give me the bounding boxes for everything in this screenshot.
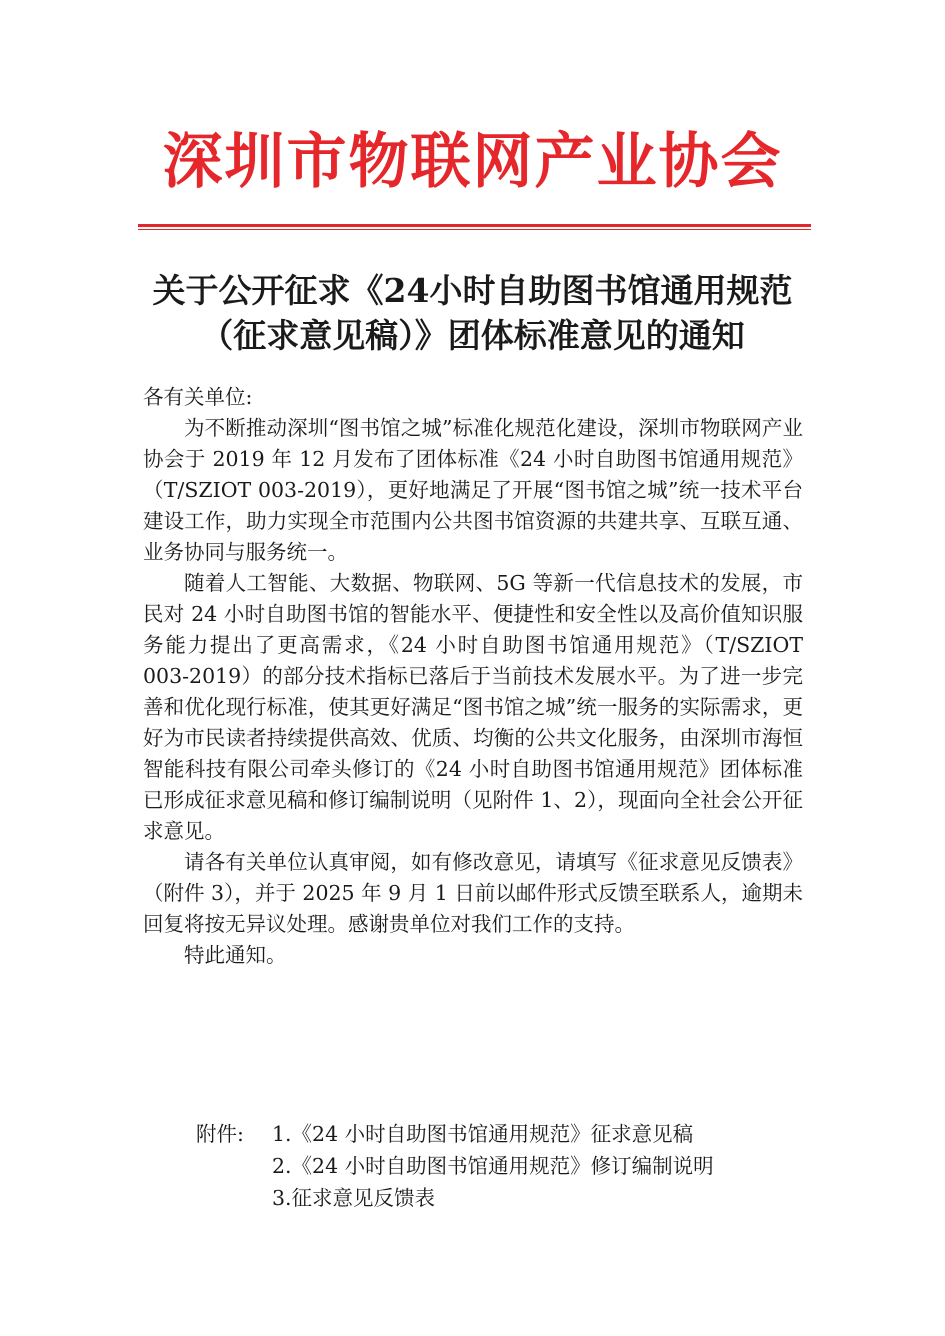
letterhead-divider-thin bbox=[138, 229, 811, 230]
attachment-row bbox=[196, 1150, 816, 1182]
notice-title bbox=[100, 268, 845, 358]
notice-body bbox=[143, 382, 803, 971]
notice-title-line-1: 关于公开征求《24小时自助图书馆通用规范 bbox=[152, 271, 793, 310]
notice-title-line-2: （征求意见稿）》团体标准意见的通知 bbox=[200, 316, 745, 355]
attachment-row bbox=[196, 1118, 816, 1150]
body-paragraph-1: 为不断推动深圳“图书馆之城”标准化规范化建设，深圳市物联网产业协会于 2019 年 12 月发布了团体标准《24 小时自助图书馆通用规范》（T/SZIOT 003-2019），更好地满足了开展“图书馆之城”统一技术平台建设工作，助力实现全市范围内公共图书馆资源的共建共享、互联互通、业务协同与服务统一。 bbox=[143, 416, 803, 564]
body-paragraph-2: 随着人工智能、大数据、物联网、5G 等新一代信息技术的发展，市民对 24 小时自助图书馆的智能水平、便捷性和安全性以及高价值知识服务能力提出了更高需求，《24 小时自助图书馆通用规范》（T/SZIOT 003-2019）的部分技术指标已落后于当前技术发展水平。为了进一步完善和优化现行标准，使其更好满足“图书馆之城”统一服务的实际需求，更好为市民读者持续提供高效、优质、均衡的公共文化服务，由深圳市海恒智能科技有限公司牵头修订的《24 小时自助图书馆通用规范》团体标准已形成征求意见稿和修订编制说明（见附件 1、2），现面向全社会公开征求意见。 bbox=[143, 571, 803, 843]
attachment-item-2: 2.《24 小时自助图书馆通用规范》修订编制说明 bbox=[272, 1154, 714, 1178]
letterhead-divider-thick bbox=[138, 224, 811, 227]
body-paragraph-3: 请各有关单位认真审阅，如有修改意见，请填写《征求意见反馈表》（附件 3），并于 2025 年 9 月 1 日前以邮件形式反馈至联系人，逾期未回复将按无异议处理。感谢贵单位对我们工作的支持。 bbox=[143, 850, 803, 936]
closing-line: 特此通知。 bbox=[184, 943, 287, 967]
attachments-list bbox=[196, 1118, 816, 1214]
organization-letterhead: 深圳市物联网产业协会 bbox=[162, 127, 783, 197]
attachments-label: 附件: bbox=[196, 1122, 244, 1146]
attachment-row bbox=[196, 1182, 816, 1214]
attachment-item-3: 3.征求意见反馈表 bbox=[272, 1186, 436, 1210]
attachment-item-1: 1.《24 小时自助图书馆通用规范》征求意见稿 bbox=[272, 1122, 694, 1146]
salutation: 各有关单位: bbox=[143, 385, 253, 409]
